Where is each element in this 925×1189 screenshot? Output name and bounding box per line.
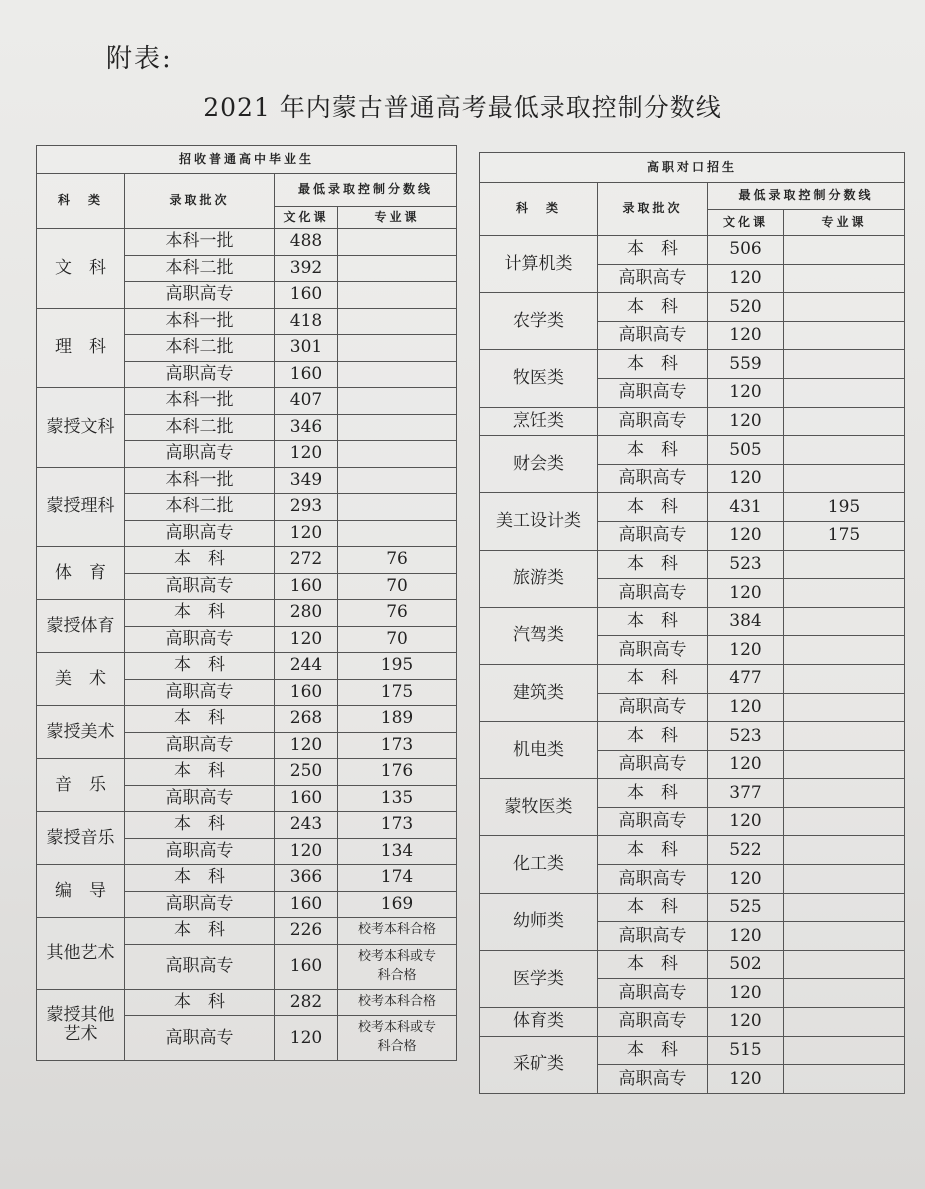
batch-cell: 高职高专 <box>598 264 708 293</box>
table-row <box>480 236 905 265</box>
table-row <box>480 1036 905 1065</box>
table-row <box>480 407 905 436</box>
header-min-score: 最低录取控制分数线 <box>708 183 905 210</box>
culture-score-cell: 392 <box>275 255 338 282</box>
category-cell: 美工设计类 <box>480 493 598 550</box>
batch-cell: 本 科 <box>598 550 708 579</box>
table-row <box>480 607 905 636</box>
batch-cell: 高职高专 <box>598 378 708 407</box>
batch-cell: 高职高专 <box>125 1016 275 1061</box>
batch-cell: 本 科 <box>125 706 275 733</box>
culture-score-cell: 282 <box>275 989 338 1016</box>
major-score-cell <box>784 779 905 808</box>
major-score-cell <box>784 722 905 751</box>
annex-label: 附表: <box>106 44 173 74</box>
culture-score-cell: 384 <box>708 607 784 636</box>
table-row <box>37 229 457 256</box>
batch-cell: 高职高专 <box>598 636 708 665</box>
major-score-cell <box>338 388 457 415</box>
batch-cell: 本 科 <box>598 722 708 751</box>
table-row <box>480 664 905 693</box>
batch-cell: 本科一批 <box>125 467 275 494</box>
batch-cell: 本科一批 <box>125 229 275 256</box>
table-row <box>480 293 905 322</box>
culture-score-cell: 120 <box>275 520 338 547</box>
table-row <box>37 547 457 574</box>
culture-score-cell: 488 <box>275 229 338 256</box>
category-cell: 牧医类 <box>480 350 598 407</box>
major-score-cell: 173 <box>338 812 457 839</box>
batch-cell: 本 科 <box>598 779 708 808</box>
culture-score-cell: 349 <box>275 467 338 494</box>
major-score-cell <box>338 335 457 362</box>
page-title: 2021 年内蒙古普通高考最低录取控制分数线 <box>203 93 722 122</box>
general-admission-table <box>36 145 457 1061</box>
category-cell: 美 术 <box>37 653 125 706</box>
culture-score-cell: 523 <box>708 722 784 751</box>
category-cell: 其他艺术 <box>37 918 125 990</box>
table-row <box>480 350 905 379</box>
table-row <box>480 722 905 751</box>
batch-cell: 高职高专 <box>125 626 275 653</box>
category-cell: 蒙授理科 <box>37 467 125 547</box>
batch-cell: 本 科 <box>598 664 708 693</box>
batch-cell: 本科一批 <box>125 388 275 415</box>
batch-cell: 高职高专 <box>598 807 708 836</box>
table-row <box>37 706 457 733</box>
culture-score-cell: 520 <box>708 293 784 322</box>
batch-cell: 高职高专 <box>125 441 275 468</box>
culture-score-cell: 160 <box>275 944 338 989</box>
table-row <box>37 865 457 892</box>
batch-cell: 本 科 <box>598 836 708 865</box>
major-score-cell <box>784 321 905 350</box>
culture-score-cell: 301 <box>275 335 338 362</box>
header-batch: 录取批次 <box>125 174 275 229</box>
batch-cell: 本 科 <box>598 950 708 979</box>
major-score-cell: 70 <box>338 626 457 653</box>
table-row <box>37 812 457 839</box>
culture-score-cell: 120 <box>275 732 338 759</box>
category-cell: 理 科 <box>37 308 125 388</box>
major-score-cell <box>784 1036 905 1065</box>
table-row <box>480 493 905 522</box>
culture-score-cell: 377 <box>708 779 784 808</box>
major-score-cell <box>784 550 905 579</box>
culture-score-cell: 418 <box>275 308 338 335</box>
culture-score-cell: 522 <box>708 836 784 865</box>
culture-score-cell: 120 <box>275 626 338 653</box>
culture-score-cell: 120 <box>708 264 784 293</box>
culture-score-cell: 120 <box>708 464 784 493</box>
batch-cell: 本科二批 <box>125 335 275 362</box>
major-score-cell: 76 <box>338 600 457 627</box>
header-major: 专业课 <box>784 210 905 236</box>
culture-score-cell: 160 <box>275 679 338 706</box>
culture-score-cell: 407 <box>275 388 338 415</box>
batch-cell: 高职高专 <box>125 891 275 918</box>
category-cell: 幼师类 <box>480 893 598 950</box>
batch-cell: 本 科 <box>598 236 708 265</box>
major-score-cell <box>338 494 457 521</box>
batch-cell: 高职高专 <box>598 464 708 493</box>
culture-score-cell: 505 <box>708 436 784 465</box>
culture-score-cell: 346 <box>275 414 338 441</box>
culture-score-cell: 502 <box>708 950 784 979</box>
table-row <box>37 467 457 494</box>
culture-score-cell: 120 <box>708 1008 784 1037</box>
culture-score-cell: 160 <box>275 361 338 388</box>
culture-score-cell: 120 <box>275 441 338 468</box>
major-score-cell <box>784 264 905 293</box>
culture-score-cell: 515 <box>708 1036 784 1065</box>
major-score-cell <box>784 693 905 722</box>
table-row <box>37 759 457 786</box>
header-category: 科 类 <box>37 174 125 229</box>
major-score-cell: 76 <box>338 547 457 574</box>
culture-score-cell: 120 <box>708 321 784 350</box>
batch-cell: 本 科 <box>598 607 708 636</box>
major-score-cell: 134 <box>338 838 457 865</box>
batch-cell: 高职高专 <box>125 573 275 600</box>
culture-score-cell: 525 <box>708 893 784 922</box>
culture-score-cell: 280 <box>275 600 338 627</box>
section-title: 高职对口招生 <box>480 153 905 183</box>
culture-score-cell: 160 <box>275 785 338 812</box>
header-min-score: 最低录取控制分数线 <box>275 174 457 207</box>
batch-cell: 高职高专 <box>598 1065 708 1094</box>
major-score-cell: 176 <box>338 759 457 786</box>
batch-cell: 高职高专 <box>598 693 708 722</box>
category-cell: 财会类 <box>480 436 598 493</box>
batch-cell: 高职高专 <box>598 1008 708 1037</box>
culture-score-cell: 120 <box>708 579 784 608</box>
header-major: 专业课 <box>338 207 457 229</box>
category-cell: 体 育 <box>37 547 125 600</box>
vocational-admission-table <box>479 152 905 1094</box>
category-cell: 采矿类 <box>480 1036 598 1093</box>
category-cell: 建筑类 <box>480 664 598 721</box>
batch-cell: 本 科 <box>125 547 275 574</box>
table-row <box>480 550 905 579</box>
batch-cell: 本 科 <box>125 918 275 945</box>
category-cell: 蒙牧医类 <box>480 779 598 836</box>
major-score-cell: 校考本科或专科合格 <box>338 944 457 989</box>
major-score-cell: 174 <box>338 865 457 892</box>
table-row <box>37 653 457 680</box>
batch-cell: 高职高专 <box>125 732 275 759</box>
culture-score-cell: 160 <box>275 573 338 600</box>
batch-cell: 本 科 <box>598 1036 708 1065</box>
major-score-cell <box>784 979 905 1008</box>
batch-cell: 高职高专 <box>125 282 275 309</box>
major-score-cell <box>338 255 457 282</box>
batch-cell: 高职高专 <box>125 838 275 865</box>
major-score-cell <box>784 893 905 922</box>
category-cell: 文 科 <box>37 229 125 309</box>
culture-score-cell: 120 <box>708 1065 784 1094</box>
section-title: 招收普通高中毕业生 <box>37 146 457 174</box>
batch-cell: 本科一批 <box>125 308 275 335</box>
major-score-cell <box>784 1065 905 1094</box>
table-row <box>37 989 457 1016</box>
table-row <box>480 436 905 465</box>
major-score-cell <box>784 464 905 493</box>
batch-cell: 高职高专 <box>598 521 708 550</box>
major-score-cell <box>784 836 905 865</box>
category-cell: 蒙授其他艺术 <box>37 989 125 1061</box>
category-cell: 蒙授文科 <box>37 388 125 468</box>
major-score-cell <box>784 407 905 436</box>
batch-cell: 本 科 <box>598 350 708 379</box>
table-row <box>480 1008 905 1037</box>
batch-cell: 本 科 <box>598 436 708 465</box>
culture-score-cell: 366 <box>275 865 338 892</box>
culture-score-cell: 120 <box>708 693 784 722</box>
culture-score-cell: 226 <box>275 918 338 945</box>
culture-score-cell: 268 <box>275 706 338 733</box>
batch-cell: 高职高专 <box>598 750 708 779</box>
batch-cell: 高职高专 <box>598 407 708 436</box>
batch-cell: 高职高专 <box>598 321 708 350</box>
batch-cell: 本 科 <box>125 653 275 680</box>
category-cell: 蒙授体育 <box>37 600 125 653</box>
culture-score-cell: 244 <box>275 653 338 680</box>
major-score-cell <box>784 436 905 465</box>
batch-cell: 高职高专 <box>125 679 275 706</box>
culture-score-cell: 120 <box>708 407 784 436</box>
category-cell: 机电类 <box>480 722 598 779</box>
table-row <box>37 388 457 415</box>
batch-cell: 高职高专 <box>125 520 275 547</box>
major-score-cell <box>784 1008 905 1037</box>
culture-score-cell: 477 <box>708 664 784 693</box>
major-score-cell <box>338 361 457 388</box>
major-score-cell <box>338 229 457 256</box>
culture-score-cell: 120 <box>708 979 784 1008</box>
culture-score-cell: 120 <box>708 865 784 894</box>
culture-score-cell: 160 <box>275 282 338 309</box>
major-score-cell <box>784 950 905 979</box>
batch-cell: 本 科 <box>125 812 275 839</box>
culture-score-cell: 243 <box>275 812 338 839</box>
major-score-cell <box>338 467 457 494</box>
major-score-cell <box>784 293 905 322</box>
category-cell: 汽驾类 <box>480 607 598 664</box>
major-score-cell <box>338 282 457 309</box>
major-score-cell <box>784 607 905 636</box>
major-score-cell: 校考本科或专科合格 <box>338 1016 457 1061</box>
major-score-cell <box>784 922 905 951</box>
category-cell: 音 乐 <box>37 759 125 812</box>
culture-score-cell: 120 <box>708 750 784 779</box>
major-score-cell <box>784 750 905 779</box>
batch-cell: 高职高专 <box>598 865 708 894</box>
major-score-cell: 175 <box>338 679 457 706</box>
major-score-cell: 校考本科合格 <box>338 918 457 945</box>
batch-cell: 本 科 <box>125 759 275 786</box>
culture-score-cell: 559 <box>708 350 784 379</box>
major-score-cell <box>338 308 457 335</box>
culture-score-cell: 506 <box>708 236 784 265</box>
header-culture: 文化课 <box>275 207 338 229</box>
culture-score-cell: 120 <box>708 807 784 836</box>
category-cell: 化工类 <box>480 836 598 893</box>
culture-score-cell: 120 <box>708 521 784 550</box>
major-score-cell: 173 <box>338 732 457 759</box>
culture-score-cell: 160 <box>275 891 338 918</box>
batch-cell: 高职高专 <box>598 579 708 608</box>
batch-cell: 本 科 <box>125 600 275 627</box>
batch-cell: 本科二批 <box>125 414 275 441</box>
batch-cell: 本科二批 <box>125 494 275 521</box>
header-batch: 录取批次 <box>598 183 708 236</box>
major-score-cell <box>338 441 457 468</box>
batch-cell: 高职高专 <box>598 979 708 1008</box>
batch-cell: 本 科 <box>598 293 708 322</box>
table-row <box>480 893 905 922</box>
culture-score-cell: 120 <box>708 922 784 951</box>
major-score-cell <box>338 414 457 441</box>
batch-cell: 本 科 <box>125 989 275 1016</box>
culture-score-cell: 293 <box>275 494 338 521</box>
major-score-cell <box>784 636 905 665</box>
category-cell: 计算机类 <box>480 236 598 293</box>
major-score-cell <box>784 865 905 894</box>
culture-score-cell: 272 <box>275 547 338 574</box>
culture-score-cell: 431 <box>708 493 784 522</box>
table-row <box>480 779 905 808</box>
major-score-cell <box>338 520 457 547</box>
category-cell: 烹饪类 <box>480 407 598 436</box>
major-score-cell: 169 <box>338 891 457 918</box>
header-culture: 文化课 <box>708 210 784 236</box>
category-cell: 体育类 <box>480 1008 598 1037</box>
category-cell: 编 导 <box>37 865 125 918</box>
major-score-cell: 175 <box>784 521 905 550</box>
category-cell: 农学类 <box>480 293 598 350</box>
major-score-cell: 195 <box>784 493 905 522</box>
major-score-cell: 135 <box>338 785 457 812</box>
batch-cell: 本 科 <box>125 865 275 892</box>
batch-cell: 高职高专 <box>125 785 275 812</box>
table-row <box>37 308 457 335</box>
culture-score-cell: 250 <box>275 759 338 786</box>
batch-cell: 本科二批 <box>125 255 275 282</box>
culture-score-cell: 120 <box>708 636 784 665</box>
major-score-cell <box>784 378 905 407</box>
batch-cell: 高职高专 <box>125 944 275 989</box>
table-row <box>37 918 457 945</box>
culture-score-cell: 120 <box>275 838 338 865</box>
category-cell: 蒙授美术 <box>37 706 125 759</box>
major-score-cell <box>784 664 905 693</box>
batch-cell: 高职高专 <box>598 922 708 951</box>
category-cell: 旅游类 <box>480 550 598 607</box>
header-category: 科 类 <box>480 183 598 236</box>
culture-score-cell: 120 <box>275 1016 338 1061</box>
major-score-cell <box>784 579 905 608</box>
culture-score-cell: 120 <box>708 378 784 407</box>
major-score-cell: 70 <box>338 573 457 600</box>
culture-score-cell: 523 <box>708 550 784 579</box>
batch-cell: 本 科 <box>598 493 708 522</box>
table-row <box>37 600 457 627</box>
major-score-cell <box>784 236 905 265</box>
major-score-cell <box>784 807 905 836</box>
major-score-cell: 195 <box>338 653 457 680</box>
major-score-cell: 189 <box>338 706 457 733</box>
major-score-cell: 校考本科合格 <box>338 989 457 1016</box>
major-score-cell <box>784 350 905 379</box>
table-row <box>480 950 905 979</box>
batch-cell: 高职高专 <box>125 361 275 388</box>
table-row <box>480 836 905 865</box>
category-cell: 医学类 <box>480 950 598 1007</box>
category-cell: 蒙授音乐 <box>37 812 125 865</box>
batch-cell: 本 科 <box>598 893 708 922</box>
